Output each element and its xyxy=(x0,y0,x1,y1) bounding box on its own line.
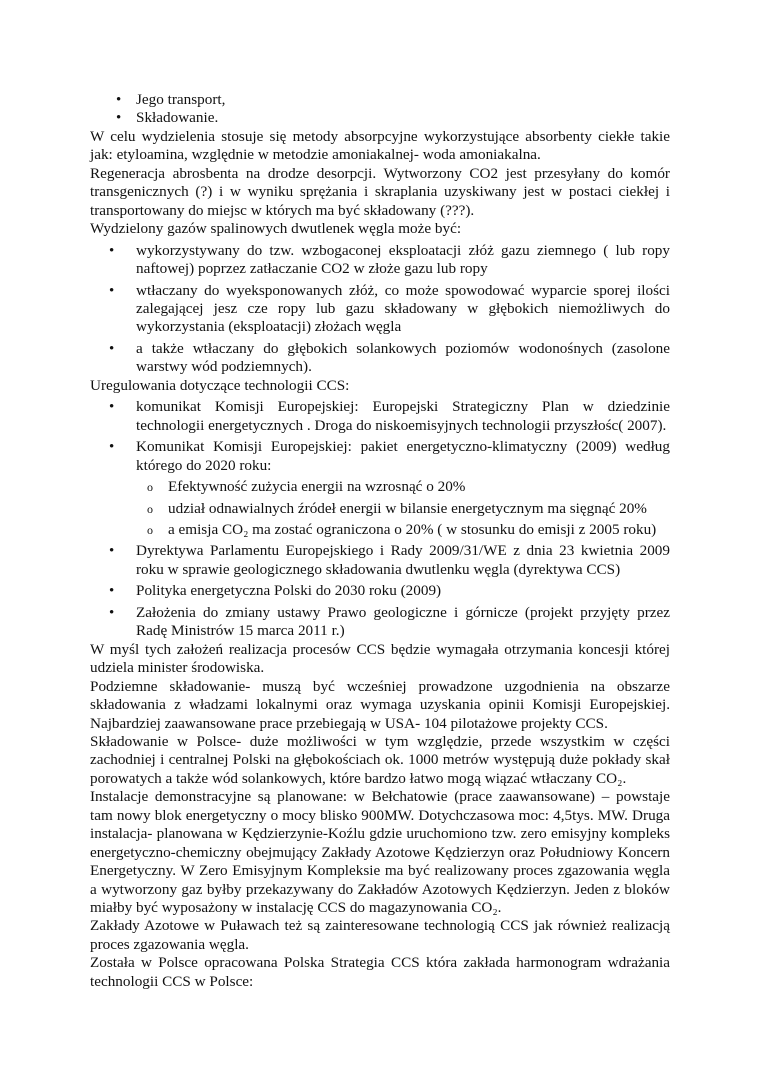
list-item-text: Założenia do zmiany ustawy Prawo geologiczne i górnicze (projekt przyjęty przez Radę Ministrów 15 marca 2011 r.) xyxy=(136,603,670,640)
paragraph: Podziemne składowanie- muszą być wcześniej prowadzone uzgodnienia na obszarze składowania z władzami lokalnymi oraz wymaga uzyskania opinii Komisji Europejskiej. Najbardziej zaawansowane prace przebiegają w USA- 104 pilotażowe projekty CCS. xyxy=(90,677,670,732)
list-item-text: Komunikat Komisji Europejskiej: pakiet energetyczno-klimatyczny (2009) według którego do 2020 roku: xyxy=(136,438,670,474)
list-item: • Składowanie. xyxy=(136,109,670,127)
sub-list-targets xyxy=(136,478,670,539)
list-item: • a także wtłaczany do głębokich solankowych poziomów wodonośnych (zasolone warstwy wód podziemnych). xyxy=(136,340,670,377)
section-heading: Uregulowania dotyczące technologii CCS: xyxy=(90,376,350,394)
sub-list-item: o udział odnawialnych źródeł energii w bilansie energetycznym ma sięgnąć 20% xyxy=(168,500,670,518)
document-page xyxy=(90,91,670,991)
bullet-list-process xyxy=(90,91,670,128)
list-item-text: Dyrektywa Parlamentu Europejskiego i Rady 2009/31/WE z dnia 23 kwietnia 2009 roku w sprawie geologicznego składowania dwutlenku węgla (dyrektywa CCS) xyxy=(136,542,670,578)
list-item xyxy=(136,542,670,579)
paragraph: Wydzielony gazów spalinowych dwutlenek węgla może być: xyxy=(90,220,462,238)
paragraph: Regeneracja abrosbenta na drodze desorpcji. Wytworzony CO2 jest przesyłany do komór transgenicznych (?) i w wyniku sprężania i skraplania uzyskiwany jest w postaci ciekłej i transportowany do miejsc w których ma być składowany (???). xyxy=(90,164,670,219)
paragraph: W myśl tych założeń realizacja procesów CCS będzie wymagała otrzymania koncesji której udziela minister środowiska. xyxy=(90,640,670,677)
list-item xyxy=(136,582,670,600)
sub-list-item: o a emisja CO₂ ma zostać ograniczona o 20% ( w stosunku do emisji z 2005 roku) xyxy=(168,521,670,539)
list-item-text: Polityka energetyczna Polski do 2030 roku (2009) xyxy=(136,582,442,600)
list-item: • wtłaczany do wyeksponowanych złóż, co może spowodować wyparcie sporej ilości zalegającej jesz cze ropy lub gazu składowany w głębokich niemożliwych do wykorzystania (eksploatacji) złożach węgla xyxy=(136,282,670,337)
list-item xyxy=(136,438,670,539)
paragraph: Zakłady Azotowe w Puławach też są zainteresowane technologią CCS jak również realizacją proces zgazowania węgla. xyxy=(90,917,670,953)
bullet-list-regulations xyxy=(90,398,670,640)
paragraph: W celu wydzielenia stosuje się metody absorpcyjne wykorzystujące absorbenty ciekłe takie jak: etyloamina, względnie w metodzie amoniakalnej- woda amoniakalna. xyxy=(90,127,670,164)
list-item: • Jego transport, xyxy=(136,91,670,109)
paragraph: Składowanie w Polsce- duże możliwości w tym względzie, przede wszystkim w części zachodniej i centralnej Polski na głębokościach ok. 1000 metrów występują duże pokłady skał porowatych a także wód solankowych, które bardzo łatwo mogą wiązać wtłaczany CO₂. xyxy=(90,732,670,787)
list-item: • wykorzystywany do tzw. wzbogaconej eksploatacji złóż gazu ziemnego ( lub ropy naftowej) poprzez zatłaczanie CO2 w złoże gazu lub ropy xyxy=(136,242,670,279)
bullet-list-uses xyxy=(90,242,670,377)
sub-list-item: o Efektywność zużycia energii na wzrosnąć o 20% xyxy=(168,478,670,496)
list-item xyxy=(136,604,670,641)
paragraph: Instalacje demonstracyjne są planowane: w Bełchatowie (prace zaawansowane) – powstaje tam nowy blok energetyczny o mocy blisko 900MW. Dotychczasowa moc: 4,5tys. MW. Druga instalacja- planowana w Kędzierzynie-Koźlu gdzie uruchomiono tzw. zero emisyjny kompleks energetyczno-chemiczny obejmujący Zakłady Azotowe Kędzierzyn oraz Południowy Koncern Energetyczny. W Zero Emisyjnym Kompleksie ma być realizowany proces zgazowania węgla a wytworzony gaz byłby przekazywany do Zakładów Azotowych Kędzierzyn. Jeden z bloków miałby być wyposażony w instalację CCS do magazynowania CO₂. xyxy=(90,788,670,917)
list-item xyxy=(136,398,670,435)
list-item-text: komunikat Komisji Europejskiej: Europejski Strategiczny Plan w dziedzinie technologii energetycznych . Droga do niskoemisyjnych technologii przyszłośc( 2007). xyxy=(136,398,670,434)
paragraph: Została w Polsce opracowana Polska Strategia CCS która zakłada harmonogram wdrażania technologii CCS w Polsce: xyxy=(90,954,670,990)
